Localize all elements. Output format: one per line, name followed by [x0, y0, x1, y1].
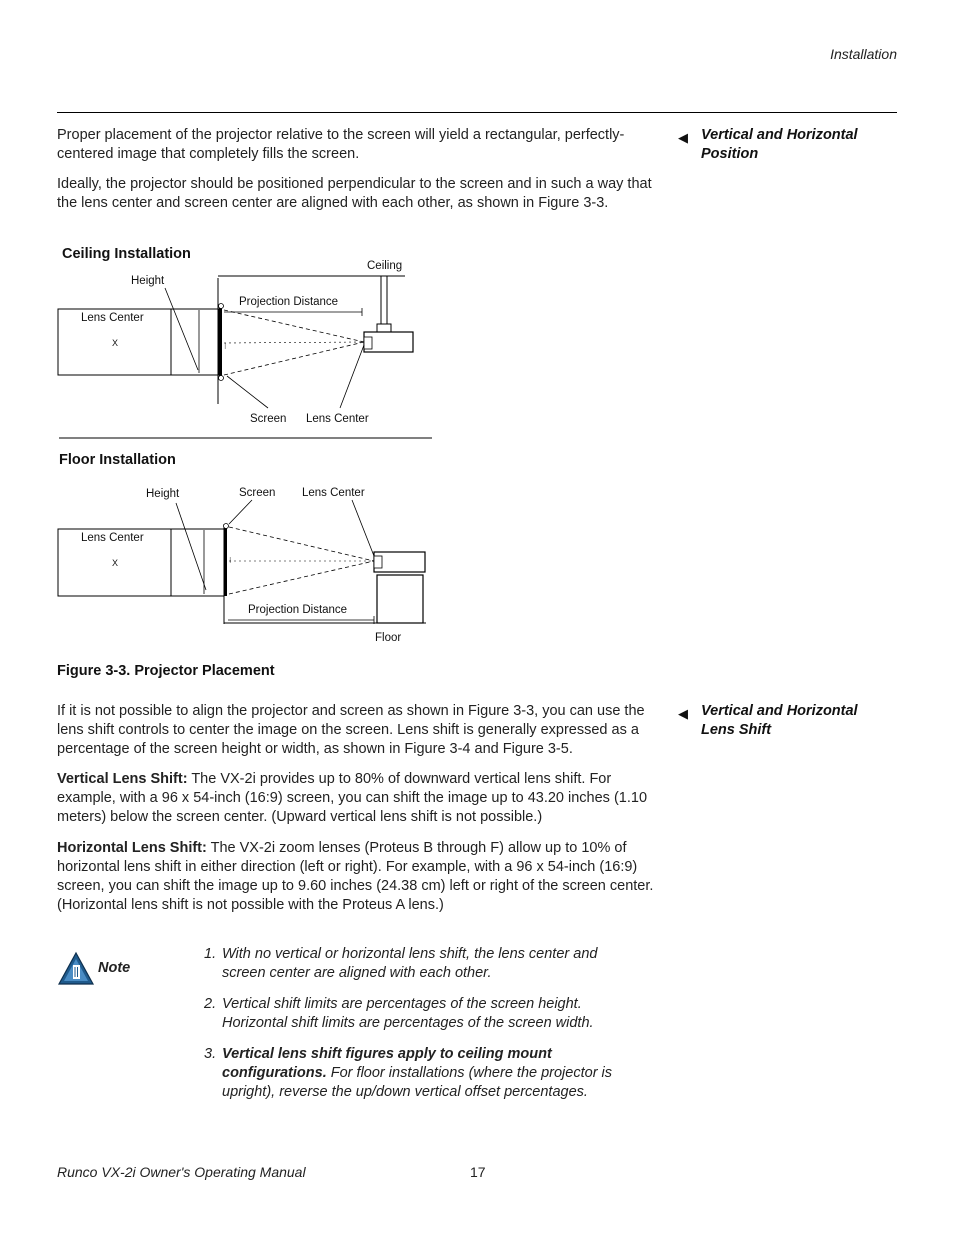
note-item-1-number: 1.: [204, 946, 217, 962]
note-item-3-body: [222, 1045, 642, 1102]
note-item-3-bold: Vertical lens shift figures apply to ceiling mount configurations.: [222, 1046, 552, 1081]
footer-manual-title: Runco VX-2i Owner's Operating Manual: [57, 1164, 306, 1180]
note-item-3-number: 3.: [204, 1046, 217, 1062]
floor-center-tick: ⁝: [229, 556, 232, 565]
side-heading-lens-shift: [678, 702, 898, 742]
running-header: Installation: [830, 46, 897, 62]
vertical-lens-shift-label: Vertical Lens Shift:: [57, 771, 188, 787]
note-item-3-text: For floor installations (where the projector is upright), reverse the up/down vertical offset percentages.: [222, 1065, 613, 1100]
intro-paragraph-2: Ideally, the projector should be positioned perpendicular to the screen and in such a way that the lens center and screen center are aligned with each other, as shown in Figure 3-3.: [57, 176, 652, 211]
ceiling-beam-top: [224, 310, 364, 342]
horizontal-lens-shift-label: Horizontal Lens Shift:: [57, 840, 207, 856]
horizontal-lens-shift-paragraph: [57, 839, 661, 915]
figure-caption: Figure 3-3. Projector Placement: [57, 663, 275, 679]
floor-lens-center-label: Lens Center: [302, 487, 365, 499]
lens-shift-paragraph: If it is not possible to align the projector and screen as shown in Figure 3-3, you can use the lens shift controls to center the image on the screen. Lens shift is generally expressed as a percentage of the screen height or width, as shown in Figure 3-4 and Figure 3-5.: [57, 703, 645, 757]
note-item-3: [204, 1045, 644, 1105]
note-label: Note: [98, 960, 131, 976]
intro-paragraph-1: Proper placement of the projector relative to the screen will yield a rectangular, perfectly-centered image that completely fills the screen.: [57, 127, 625, 162]
ceiling-screen-side-box: [171, 309, 219, 375]
floor-lens-center-box-label: Lens Center: [81, 532, 144, 544]
note-block: [58, 951, 138, 987]
ceiling-center-tick: ⁝: [224, 342, 227, 351]
note-item-2: [204, 995, 644, 1035]
floor-height-leader: [176, 503, 206, 590]
note-item-2-text: Vertical shift limits are percentages of the screen height. Horizontal shift limits are percentages of the screen width.: [222, 996, 594, 1031]
ceiling-x-mark: X: [112, 338, 119, 348]
note-item-1: [204, 945, 644, 985]
floor-screen-top-marker: [224, 524, 229, 529]
ceiling-lens-center-box-label: Lens Center: [81, 312, 144, 324]
floor-table: [377, 575, 423, 623]
ceiling-screen-leader: [227, 376, 268, 408]
ceiling-screen: [219, 306, 222, 378]
floor-screen-leader: [229, 500, 252, 524]
floor-installation-title: Floor Installation: [59, 452, 176, 468]
floor-screen-label: Screen: [239, 487, 276, 499]
arrow-left-icon: ◀: [678, 130, 688, 145]
note-item-1-text: With no vertical or horizontal lens shift, the lens center and screen center are aligned with each other.: [222, 946, 598, 981]
floor-height-label: Height: [146, 488, 180, 500]
vertical-lens-shift-paragraph: [57, 770, 661, 827]
ceiling-beam-bottom: [224, 342, 364, 375]
ceiling-lens-center-label: Lens Center: [306, 413, 369, 425]
ceiling-mount-bracket: [377, 324, 391, 332]
arrow-left-icon: ◀: [678, 706, 688, 721]
floor-screen-side-box: [171, 529, 224, 596]
floor-projection-distance-label: Projection Distance: [248, 604, 348, 616]
ceiling-lens-center-leader: [340, 345, 364, 408]
note-item-2-number: 2.: [204, 996, 217, 1012]
ceiling-projector-lens: [364, 337, 372, 349]
ceiling-beam-center: [224, 342, 364, 343]
floor-beam-top: [229, 527, 374, 561]
ceiling-height-label: Height: [131, 275, 165, 287]
floor-label: Floor: [375, 632, 402, 644]
note-icon: [59, 953, 93, 984]
ceiling-screen-top-marker: [219, 304, 224, 309]
ceiling-installation-title: Ceiling Installation: [62, 246, 191, 262]
ceiling-screen-bottom-marker: [219, 376, 224, 381]
horizontal-lens-shift-text: The VX-2i zoom lenses (Proteus B through F) allow up to 10% of horizontal lens shift in either direction (left or right). For example, with a 96 x 54-inch (16:9) screen, you can shift the image up to 9.60 inches (24.38 cm) left or right of the screen center. (Horizontal lens shift is not possible with the Proteus A lens.): [57, 840, 654, 913]
floor-lens-center-leader: [352, 500, 374, 556]
ceiling-projection-distance-label: Projection Distance: [239, 296, 339, 308]
vertical-lens-shift-text: The VX-2i provides up to 80% of downward vertical lens shift. For example, with a 96 x 54-inch (16:9) screen, you can shift the image up to 43.20 inches (1.10 meters) below the screen center. (Upward vertical lens shift is not possible.): [57, 771, 648, 825]
ceiling-screen-label: Screen: [250, 413, 287, 425]
floor-beam-bottom: [229, 561, 374, 594]
ceiling-height-leader: [165, 288, 198, 370]
floor-projector-lens: [374, 556, 382, 568]
side-heading-lens-shift-text: Vertical and Horizontal Lens Shift: [701, 703, 858, 738]
footer-page-number: 17: [470, 1164, 486, 1180]
ceiling-label: Ceiling: [367, 260, 403, 272]
floor-screen: [224, 526, 227, 596]
floor-x-mark: X: [112, 558, 119, 568]
side-heading-position-text: Vertical and Horizontal Position: [701, 127, 858, 162]
